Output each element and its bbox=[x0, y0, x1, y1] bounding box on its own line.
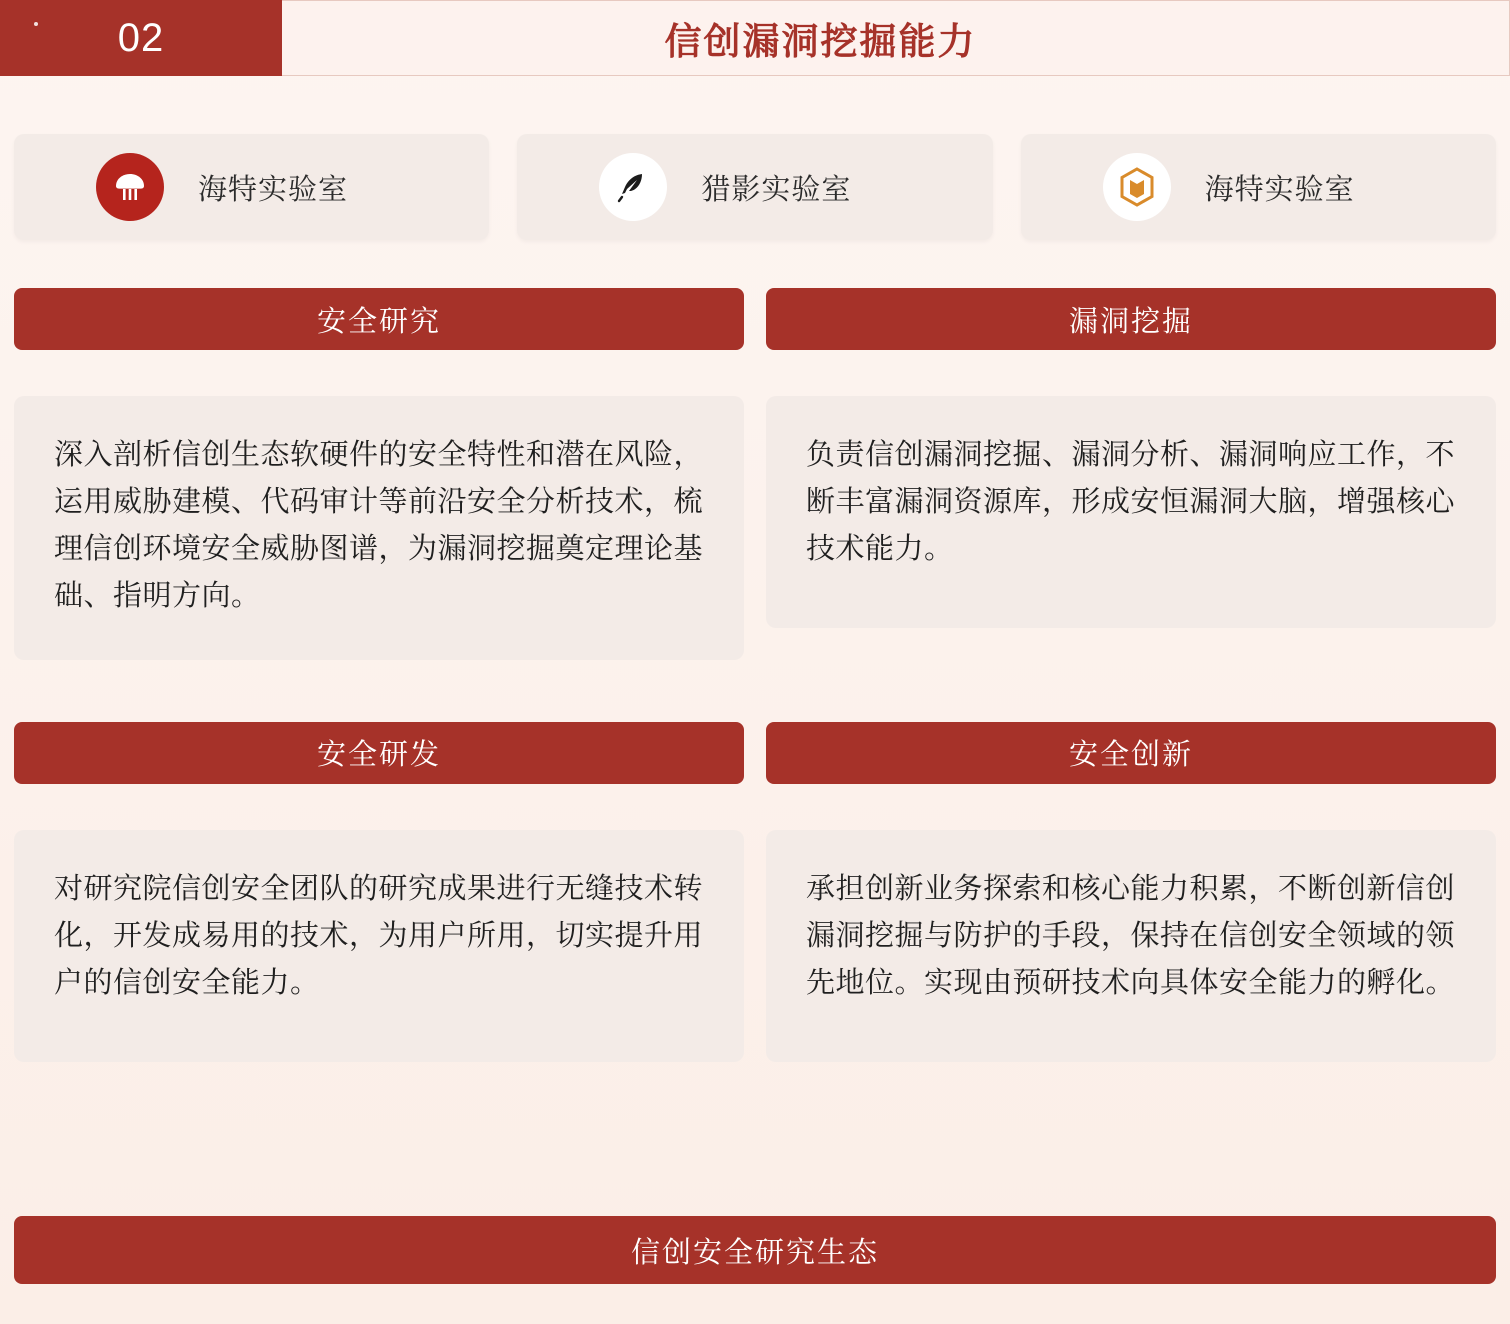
grid-spacer bbox=[14, 660, 744, 722]
section-number: 02 bbox=[117, 15, 165, 60]
capability-card-grid bbox=[0, 240, 1510, 1062]
lab-item-1[interactable] bbox=[14, 134, 489, 240]
card-body: 对研究院信创安全团队的研究成果进行无缝技术转化，开发成易用的技术，为用户所用，切实提升用户的信创安全能力。 bbox=[14, 830, 744, 1062]
grid-spacer bbox=[766, 660, 1496, 722]
slide-header bbox=[0, 0, 1510, 76]
bullet-dot-icon bbox=[34, 22, 38, 26]
lab-name: 海特实验室 bbox=[1204, 173, 1355, 206]
lab-name: 猎影实验室 bbox=[701, 173, 852, 206]
lab-name: 海特实验室 bbox=[198, 173, 349, 206]
lab-item-2[interactable] bbox=[517, 134, 992, 240]
feather-icon bbox=[599, 153, 667, 221]
card-title: 安全研发 bbox=[14, 722, 744, 784]
capability-card-4 bbox=[766, 722, 1496, 1062]
lab-list bbox=[0, 76, 1510, 240]
card-body: 承担创新业务探索和核心能力积累，不断创新信创漏洞挖掘与防护的手段，保持在信创安全领域的领先地位。实现由预研技术向具体安全能力的孵化。 bbox=[766, 830, 1496, 1062]
page-title: 信创漏洞挖掘能力 bbox=[664, 21, 977, 62]
capability-card-1 bbox=[14, 288, 744, 660]
section-number-badge bbox=[0, 0, 282, 76]
card-title: 漏洞挖掘 bbox=[766, 288, 1496, 350]
capability-card-3 bbox=[14, 722, 744, 1062]
mushroom-icon bbox=[96, 153, 164, 221]
lab-item-3[interactable] bbox=[1021, 134, 1496, 240]
page-title-container bbox=[282, 0, 1510, 76]
card-title: 安全创新 bbox=[766, 722, 1496, 784]
footer-label: 信创安全研究生态 bbox=[630, 1236, 879, 1269]
card-body: 深入剖析信创生态软硬件的安全特性和潜在风险，运用威胁建模、代码审计等前沿安全分析技术，梳理信创环境安全威胁图谱，为漏洞挖掘奠定理论基础、指明方向。 bbox=[14, 396, 744, 660]
hexagon-icon bbox=[1103, 153, 1171, 221]
card-title: 安全研究 bbox=[14, 288, 744, 350]
card-body: 负责信创漏洞挖掘、漏洞分析、漏洞响应工作，不断丰富漏洞资源库，形成安恒漏洞大脑，增强核心技术能力。 bbox=[766, 396, 1496, 628]
footer-banner bbox=[14, 1216, 1496, 1284]
capability-card-2 bbox=[766, 288, 1496, 660]
